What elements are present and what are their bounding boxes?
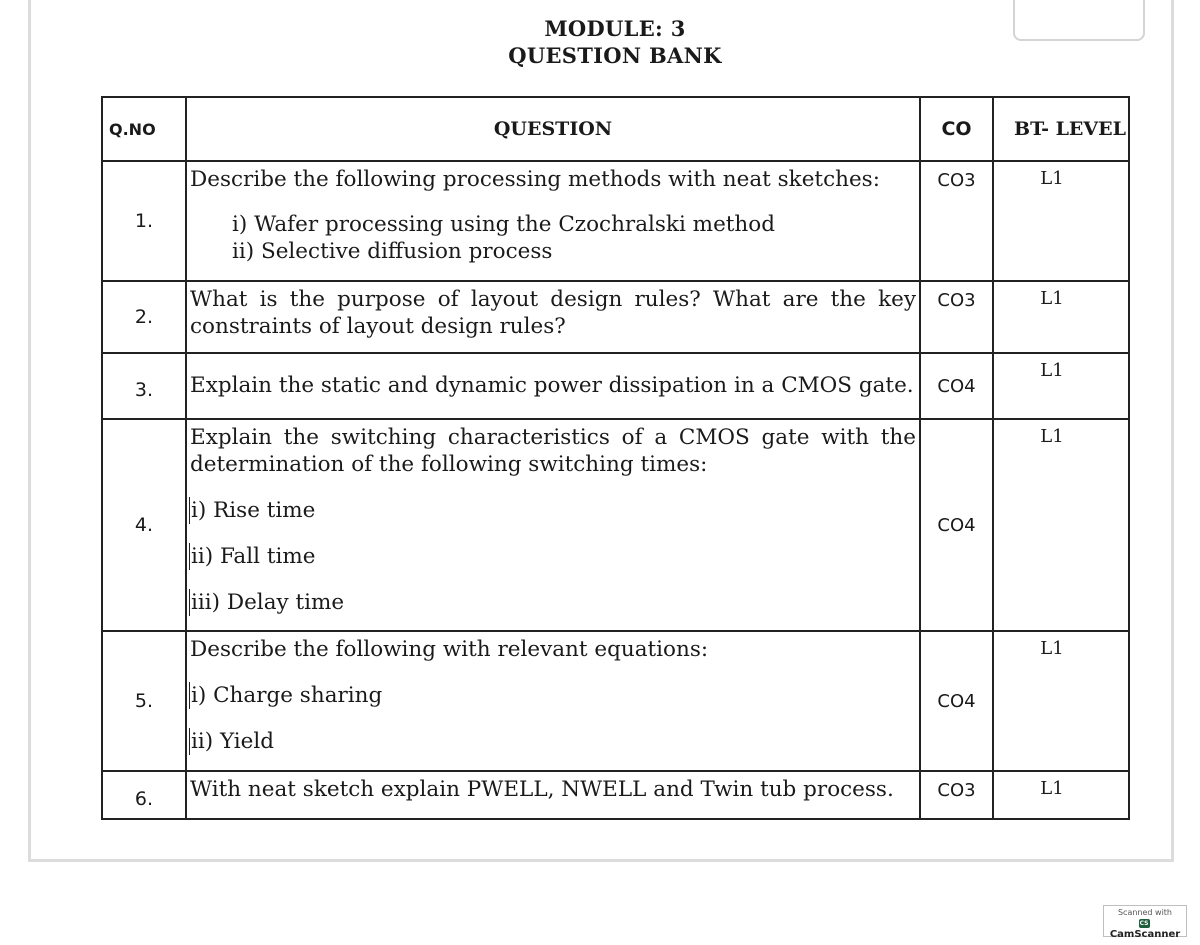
question-subitem: i) Rise time — [189, 497, 916, 524]
header-question: QUESTION — [186, 97, 920, 161]
question-text — [186, 771, 920, 819]
question-number: 1. — [102, 161, 186, 281]
question-subitem: ii) Selective diffusion process — [232, 239, 553, 264]
page-title: QUESTION BANK — [508, 43, 722, 68]
question-subitem: i) Wafer processing using the Czochralski method — [232, 212, 775, 237]
question-text — [186, 353, 920, 419]
watermark-line1: Scanned with — [1117, 908, 1173, 917]
question-line: What is the purpose of layout design rules? What are the key constraints of layout design rules? — [190, 287, 916, 339]
bt-level-value: L1 — [993, 631, 1129, 771]
question-line: Describe the following with relevant equations: — [190, 637, 709, 662]
bt-level-value: L1 — [993, 161, 1129, 281]
table-row — [102, 419, 1129, 631]
co-value: CO3 — [920, 281, 993, 353]
table-row — [102, 771, 1129, 819]
question-line: Describe the following processing methods with neat sketches: — [190, 167, 880, 192]
header-bt-level: BT- LEVEL — [993, 97, 1129, 161]
co-value: CO4 — [920, 353, 993, 419]
question-text — [186, 631, 920, 771]
question-line: With neat sketch explain PWELL, NWELL and Twin tub process. — [190, 777, 894, 802]
co-value: CO3 — [920, 771, 993, 819]
question-subitem: iii) Delay time — [189, 589, 916, 616]
table-row — [102, 631, 1129, 771]
question-number: 5. — [102, 631, 186, 771]
table-row — [102, 281, 1129, 353]
question-subitem: ii) Fall time — [189, 543, 916, 570]
bt-level-value: L1 — [993, 771, 1129, 819]
bt-level-value: L1 — [993, 419, 1129, 631]
co-value: CO4 — [920, 631, 993, 771]
question-line: Explain the static and dynamic power dissipation in a CMOS gate. — [190, 372, 914, 398]
question-table — [101, 96, 1130, 820]
watermark-line2: CamScanner — [1109, 929, 1181, 940]
question-text — [186, 281, 920, 353]
bt-level-value: L1 — [993, 353, 1129, 419]
table-header-row — [102, 97, 1129, 161]
question-subitem: i) Charge sharing — [189, 682, 916, 709]
camscanner-watermark — [1103, 905, 1187, 940]
table-row — [102, 353, 1129, 419]
camscanner-icon: CS — [1139, 919, 1149, 927]
co-value: CO4 — [920, 419, 993, 631]
question-number: 4. — [102, 419, 186, 631]
header-co: CO — [920, 97, 993, 161]
question-text — [186, 161, 920, 281]
question-text — [186, 419, 920, 631]
module-title: MODULE: 3 — [544, 16, 686, 41]
bt-level-value: L1 — [993, 281, 1129, 353]
header-qno: Q.NO — [102, 97, 186, 161]
question-number: 2. — [102, 281, 186, 353]
question-subitem: ii) Yield — [189, 728, 916, 755]
question-number: 3. — [102, 353, 186, 419]
question-number: 6. — [102, 771, 186, 819]
question-line: Explain the switching characteristics of a CMOS gate with the determination of the following switching times: — [190, 425, 916, 477]
table-row — [102, 161, 1129, 281]
co-value: CO3 — [920, 161, 993, 281]
